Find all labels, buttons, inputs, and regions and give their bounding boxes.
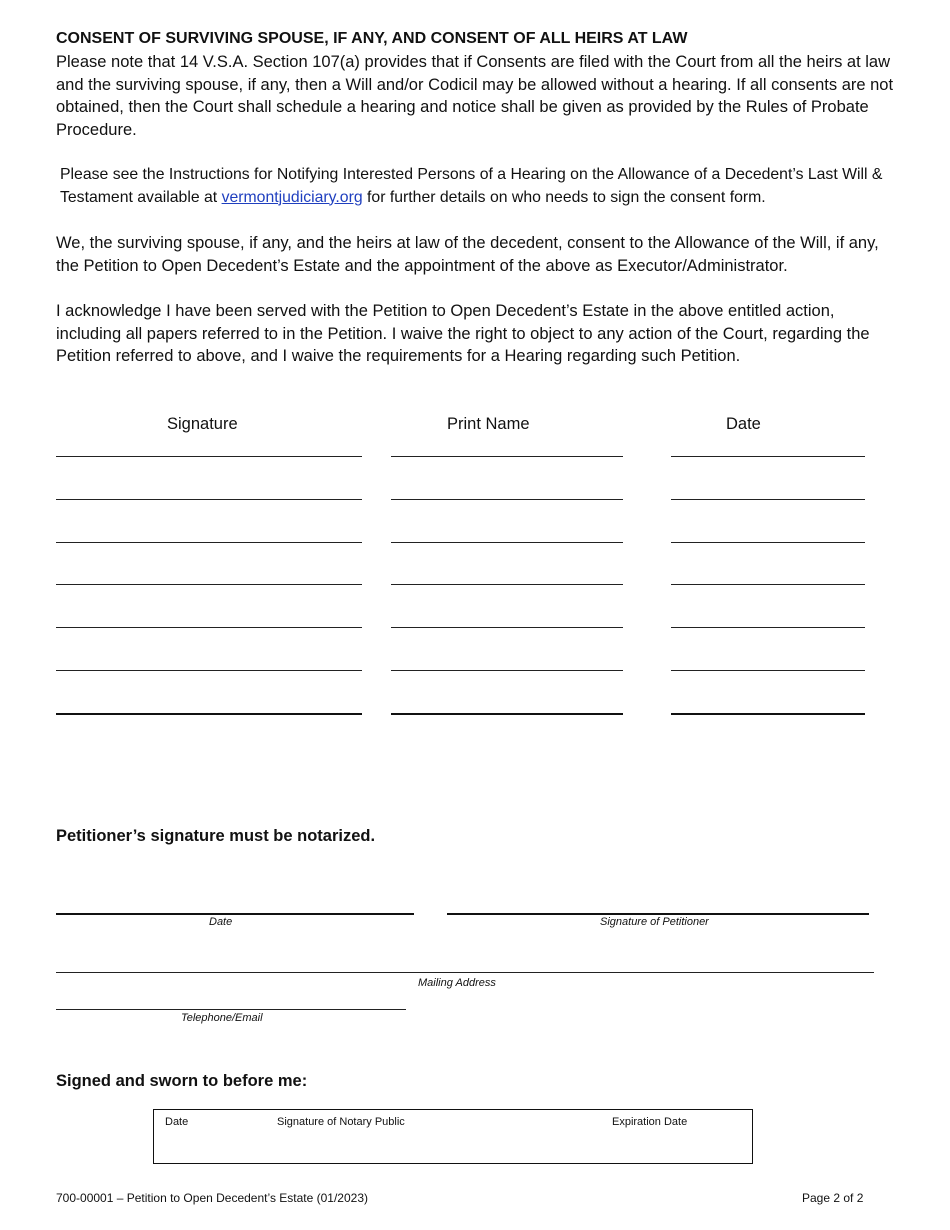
print-name-column-header: Print Name [447, 415, 530, 433]
notary-heading: Signed and sworn to before me: [56, 1072, 308, 1090]
mailing-address-caption: Mailing Address [418, 977, 496, 989]
notary-expiration-label: Expiration Date [612, 1116, 688, 1128]
signature-line[interactable] [56, 584, 362, 585]
instructions-paragraph [60, 164, 905, 209]
signature-line[interactable] [56, 713, 362, 715]
print-name-line[interactable] [391, 542, 623, 543]
vermontjudiciary-link[interactable]: vermontjudiciary.org [221, 188, 363, 206]
date-line[interactable] [671, 499, 865, 500]
print-name-line[interactable] [391, 670, 623, 671]
signature-column-header: Signature [167, 415, 238, 433]
signature-line[interactable] [56, 499, 362, 500]
print-name-line[interactable] [391, 584, 623, 585]
statute-note-paragraph: Please note that 14 V.S.A. Section 107(a) provides that if Consents are filed with the Court from all the heirs at law and the surviving spouse, if any, then a Will and/or Codicil may be allowed without a hearing. If all consents are not obtained, then the Court shall schedule a hearing and notice shall be given as provided by the Rules of Probate Procedure. [56, 53, 894, 139]
form-identifier: 700-00001 – Petition to Open Decedent’s Estate (01/2023) [56, 1191, 368, 1205]
date-line[interactable] [671, 584, 865, 585]
notarization-notice: Petitioner’s signature must be notarized. [56, 827, 376, 845]
consent-paragraph: We, the surviving spouse, if any, and the heirs at law of the decedent, consent to the Allowance of the Will, if any, the Petition to Open Decedent’s Estate and the appointment of the above as Executor/Administrator. [56, 234, 879, 275]
date-line[interactable] [671, 456, 865, 457]
print-name-line[interactable] [391, 627, 623, 628]
date-line[interactable] [671, 670, 865, 671]
print-name-line[interactable] [391, 499, 623, 500]
signature-line[interactable] [56, 627, 362, 628]
date-line[interactable] [671, 713, 865, 715]
notary-date-label: Date [165, 1116, 189, 1128]
instructions-text-after: for further details on who needs to sign the consent form. [362, 188, 766, 206]
mailing-address-line[interactable] [56, 972, 874, 973]
print-name-line[interactable] [391, 456, 623, 457]
petitioner-signature-line[interactable] [447, 913, 869, 915]
form-section-title: CONSENT OF SURVIVING SPOUSE, IF ANY, AND CONSENT OF ALL HEIRS AT LAW [56, 30, 688, 47]
notary-signature-label: Signature of Notary Public [277, 1116, 405, 1128]
petitioner-date-caption: Date [209, 916, 233, 928]
signature-line[interactable] [56, 670, 362, 671]
acknowledgement-paragraph: I acknowledge I have been served with the Petition to Open Decedent’s Estate in the above entitled action, including all papers referred to in the Petition. I waive the right to object to any action of the Court, regarding the Petition referred to above, and I waive the requirements for a Hearing regarding such Petition. [56, 302, 870, 365]
instructions-text-before: Please see the Instructions for Notifying Interested Persons of a Hearing on the Allowance of a Decedent’s Last Will & Testament available at [60, 166, 883, 206]
petitioner-signature-caption: Signature of Petitioner [600, 916, 709, 928]
telephone-email-caption: Telephone/Email [181, 1012, 263, 1024]
signature-line[interactable] [56, 456, 362, 457]
signature-line[interactable] [56, 542, 362, 543]
date-column-header: Date [726, 415, 761, 433]
print-name-line[interactable] [391, 713, 623, 715]
date-line[interactable] [671, 627, 865, 628]
telephone-email-line[interactable] [56, 1009, 406, 1010]
page-number: Page 2 of 2 [802, 1191, 864, 1205]
petitioner-date-line[interactable] [56, 913, 414, 915]
date-line[interactable] [671, 542, 865, 543]
